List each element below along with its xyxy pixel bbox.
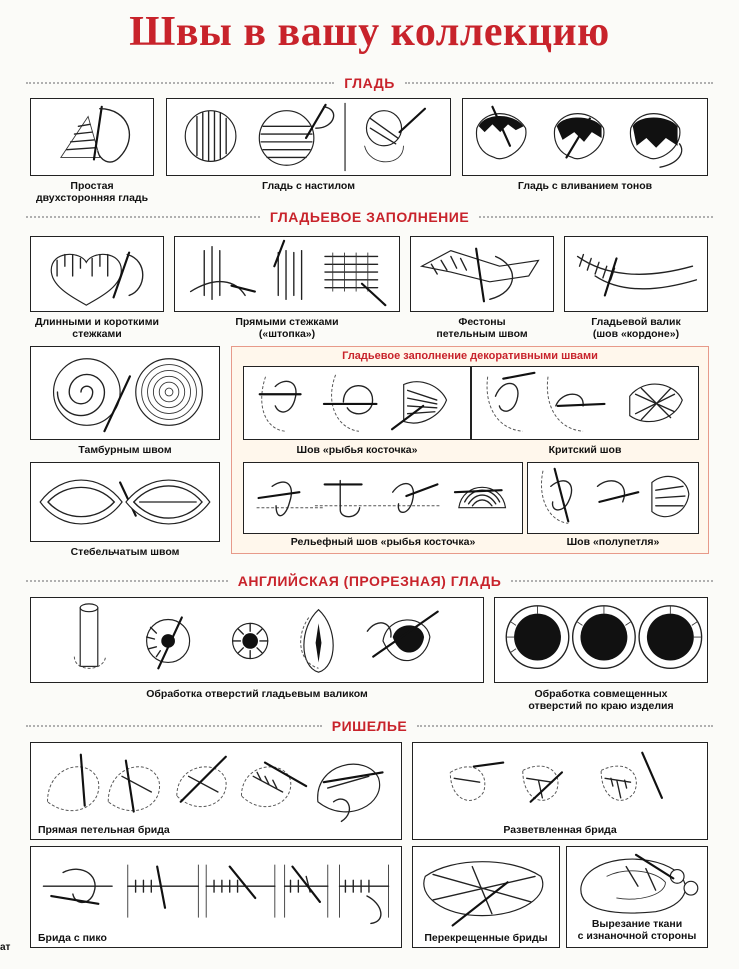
section-header-english [26,572,713,590]
illustration-padded-satin [166,98,451,176]
illustration-relief-fishbone [243,462,523,534]
caption-cut-fabric: Вырезание ткани с изнаночной стороны [577,918,697,942]
caption-bride-straight: Прямая петельная брида [38,824,170,836]
section-header-richelieu [26,717,713,735]
section-header-glad [26,74,713,92]
caption-long-short: Длинными и короткими стежками [35,316,159,340]
illustration-simple-two-sided [30,98,154,176]
caption-half-loop: Шов «полупетля» [566,536,660,548]
section-header-fill [26,208,713,226]
illustration-long-short [30,236,164,312]
caption-bride-crossed: Перекрещенные бриды [424,932,548,944]
caption-holes-roll: Обработка отверстий гладьевым валиком [146,688,368,700]
caption-combined-holes: Обработка совмещенных отверстий по краю изделия [528,688,674,712]
illustration-festoon [410,236,554,312]
caption-cretan: Критский шов [548,444,622,456]
caption-tone-blend: Гладь с вливанием тонов [517,180,653,192]
decorative-fill-title: Гладьевое заполнение декоративными швами [342,350,598,362]
illustration-tone-blend [462,98,708,176]
caption-satin-roll: Гладьевой валик (шов «кордоне») [591,316,681,340]
illustration-chain [30,346,220,440]
section-label: ГЛАДЬ [344,75,395,91]
caption-padded-satin: Гладь с настилом [262,180,355,192]
caption-straight-darning: Прямыми стежками («штопка») [235,316,339,340]
caption-stem: Стебельчатым швом [70,546,180,558]
illustration-satin-roll [564,236,708,312]
illustration-stem [30,462,220,542]
page-title: Швы в вашу коллекцию [129,9,610,55]
illustration-half-loop [527,462,699,534]
illustration-fishbone [243,366,471,440]
caption-bride-picot: Брида с пико [38,932,107,944]
caption-fishbone: Шов «рыбья косточка» [296,444,418,456]
section-label: РИШЕЛЬЕ [331,718,408,734]
caption-chain: Тамбурным швом [78,444,172,456]
illustration-straight-darning [174,236,400,312]
section-label: ГЛАДЬЕВОЕ ЗАПОЛНЕНИЕ [269,209,470,225]
caption-bride-branched: Разветвленная брида [503,824,617,836]
caption-simple-two-sided: Простая двухсторонняя гладь [35,180,149,204]
caption-relief-fishbone: Рельефный шов «рыбья косточка» [290,536,476,548]
page-corner-mark: ат [0,942,11,953]
illustration-holes-roll [30,597,484,683]
caption-festoon: Фестоны петельным швом [436,316,528,340]
section-label: АНГЛИЙСКАЯ (ПРОРЕЗНАЯ) ГЛАДЬ [237,573,502,589]
illustration-cretan [471,366,699,440]
illustration-combined-holes [494,597,708,683]
